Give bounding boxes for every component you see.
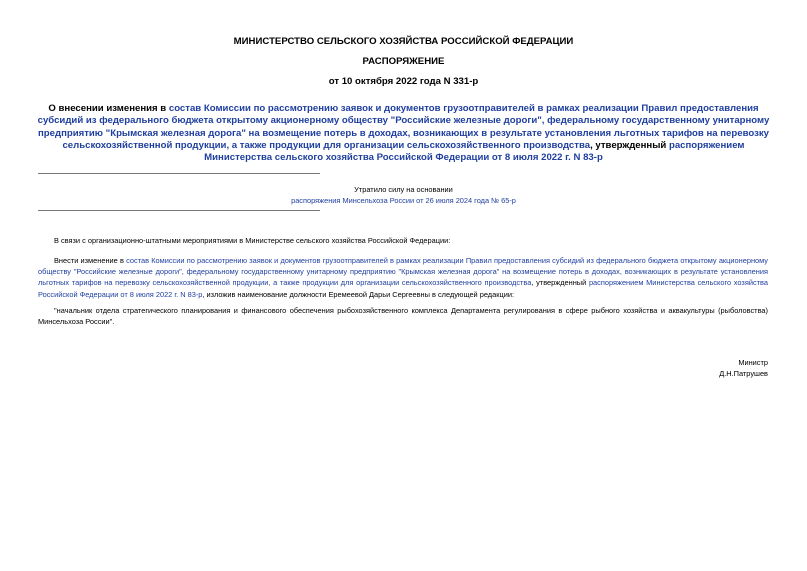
document-type-heading: РАСПОРЯЖЕНИЕ: [362, 56, 445, 67]
p2-text-1: Внести изменение в: [54, 256, 127, 265]
body-paragraph-2: [38, 255, 768, 300]
title-link-commission[interactable]: состав Комиссии по рассмотрению заявок и документов грузоотправителей в рамках реализации Правил предоставления субсидий из федерального бюджета открытому акционерному обществу "Российские железные дороги", федеральному государственному унитарному предприятию "Крымская железная дорога" на возмещение потерь в доходах, возникающих в результате установления льготных тарифов на перевозку сельскохозяйственной продукции, а также продукции для организации сельскохозяйственного производства: [37, 103, 770, 151]
p2-link-order[interactable]: распоряжением Министерства сельского хозяйства Российской Федерации от 8 июля 2022 г. N 83-р: [38, 278, 768, 299]
divider-top: [38, 173, 320, 174]
title-text-1: О внесении изменения в: [48, 103, 169, 114]
organization-heading: МИНИСТЕРСТВО СЕЛЬСКОГО ХОЗЯЙСТВА РОССИЙСКОЙ ФЕДЕРАЦИИ: [233, 36, 574, 47]
validity-note-link[interactable]: распоряжения Минсельхоза России от 26 июля 2024 года № 65-р: [291, 196, 516, 205]
document-title: [36, 103, 771, 164]
body-paragraph-3: "начальник отдела стратегического планирования и финансового обеспечения рыбохозяйственного комплекса Департамента регулирования в сфере рыбного хозяйства и аквакультуры (рыболовства) Минсельхоза России".: [38, 306, 768, 327]
divider-bottom: [38, 210, 320, 211]
validity-note-line1: Утратило силу на основании: [354, 185, 453, 194]
document-date-heading: от 10 октября 2022 года N 331-р: [328, 76, 479, 87]
title-text-2: , утвержденный: [590, 139, 669, 151]
body-paragraph-1: В связи с организационно-штатными мероприятиями в Министерстве сельского хозяйства Российской Федерации:: [54, 236, 451, 245]
title-link-order[interactable]: распоряжением Министерства сельского хозяйства Российской Федерации от 8 июля 2022 г. N 83-р: [204, 139, 745, 164]
p2-text-3: , изложив наименование должности Еремеевой Дарьи Сергеевны в следующей редакции:: [202, 289, 515, 299]
signature-position: Министр: [738, 358, 768, 367]
signature-name: Д.Н.Патрушев: [719, 369, 768, 378]
p2-link-commission[interactable]: состав Комиссии по рассмотрению заявок и документов грузоотправителей в рамках реализации Правил предоставления субсидий из федерального бюджета открытому акционерному обществу "Российские железные дороги", федеральному государственному унитарному предприятию "Крымская железная дорога" на возмещение потерь в доходах, возникающих в результате установления льготных тарифов на перевозку сельскохозяйственной продукции, а также продукции для организации сельскохозяйственного производства: [38, 256, 768, 288]
p2-text-2: , утвержденный: [531, 278, 589, 288]
